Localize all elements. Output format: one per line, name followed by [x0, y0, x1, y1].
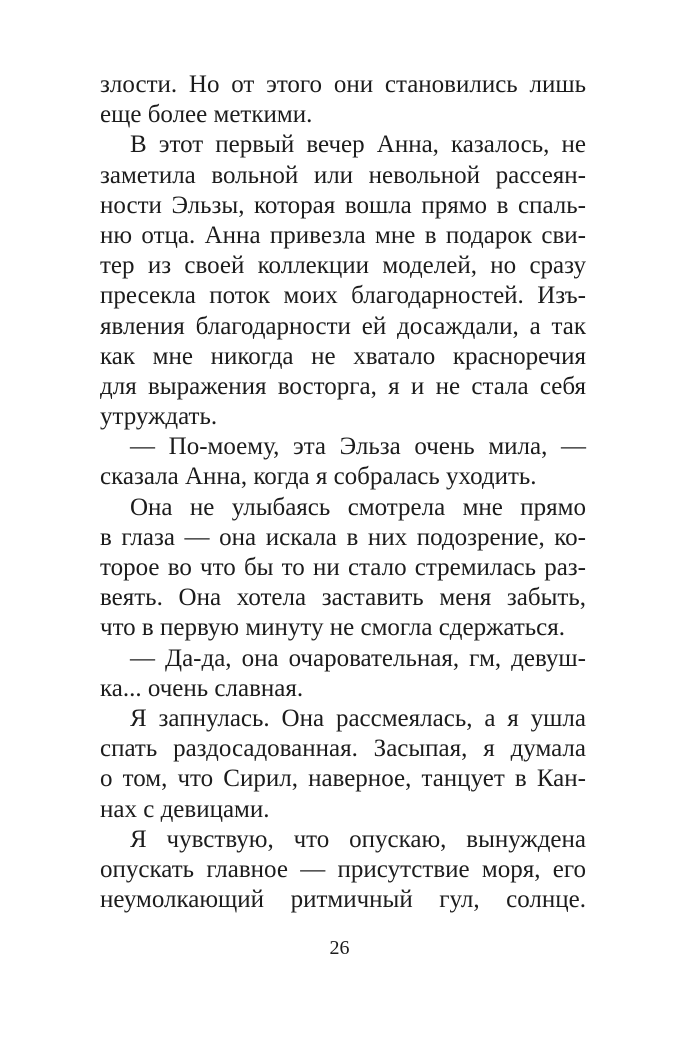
text-line: В этот первый вечер Анна, казалось, не	[130, 131, 586, 159]
text-line: заметила вольной или невольной рассеян-	[100, 161, 586, 189]
text-line: Она не улыбаясь смотрела мне прямо	[130, 493, 586, 521]
text-line: опускать главное — присутствие моря, его	[100, 855, 586, 883]
text-line: тер из своей коллекции моделей, но сразу	[100, 252, 586, 280]
text-line: для выражения восторга, я и не стала себя	[100, 372, 586, 400]
text-line: явления благодарности ей досаждали, а так	[100, 312, 586, 340]
text-line: нах с девицами.	[100, 795, 270, 823]
text-line: ню отца. Анна привезла мне в подарок сви-	[100, 221, 586, 249]
text-line: ности Эльзы, которая вошла прямо в спаль-	[100, 191, 586, 219]
text-line: как мне никогда не хватало красноречия	[100, 342, 586, 370]
text-line: неумолкающий ритмичный гул, солнце.	[100, 886, 586, 914]
text-line: в глаза — она искала в них подозрение, ко-	[100, 523, 586, 551]
text-line: что в первую минуту не смогла сдержаться.	[100, 614, 566, 642]
text-line: Я чувствую, что опускаю, вынуждена	[130, 825, 586, 853]
page-number: 26	[329, 937, 350, 959]
text-line: утруждать.	[100, 403, 218, 431]
text-line: Я запнулась. Она рассмеялась, а я ушла	[130, 704, 586, 732]
text-line: еще более меткими.	[100, 101, 313, 129]
text-line: злости. Но от этого они становились лишь	[100, 71, 586, 98]
text-line: сказала Анна, когда я собралась уходить.	[100, 463, 537, 491]
text-line: о том, что Сирил, наверное, танцует в Кан-	[100, 765, 586, 793]
text-line: торое во что бы то ни стало стремилась раз-	[100, 554, 586, 581]
text-line: — Да-да, она очаровательная, гм, девуш-	[130, 644, 586, 672]
text-line: веять. Она хотела заставить меня забыть,	[100, 584, 586, 612]
text-line: пресекла поток моих благодарностей. Изъ-	[100, 282, 586, 310]
body-text	[100, 70, 586, 915]
text-line: — По-моему, эта Эльза очень мила, —	[130, 433, 586, 461]
text-line: ка... очень славная.	[100, 674, 304, 702]
text-line: спать раздосадованная. Засыпая, я думала	[100, 735, 586, 763]
